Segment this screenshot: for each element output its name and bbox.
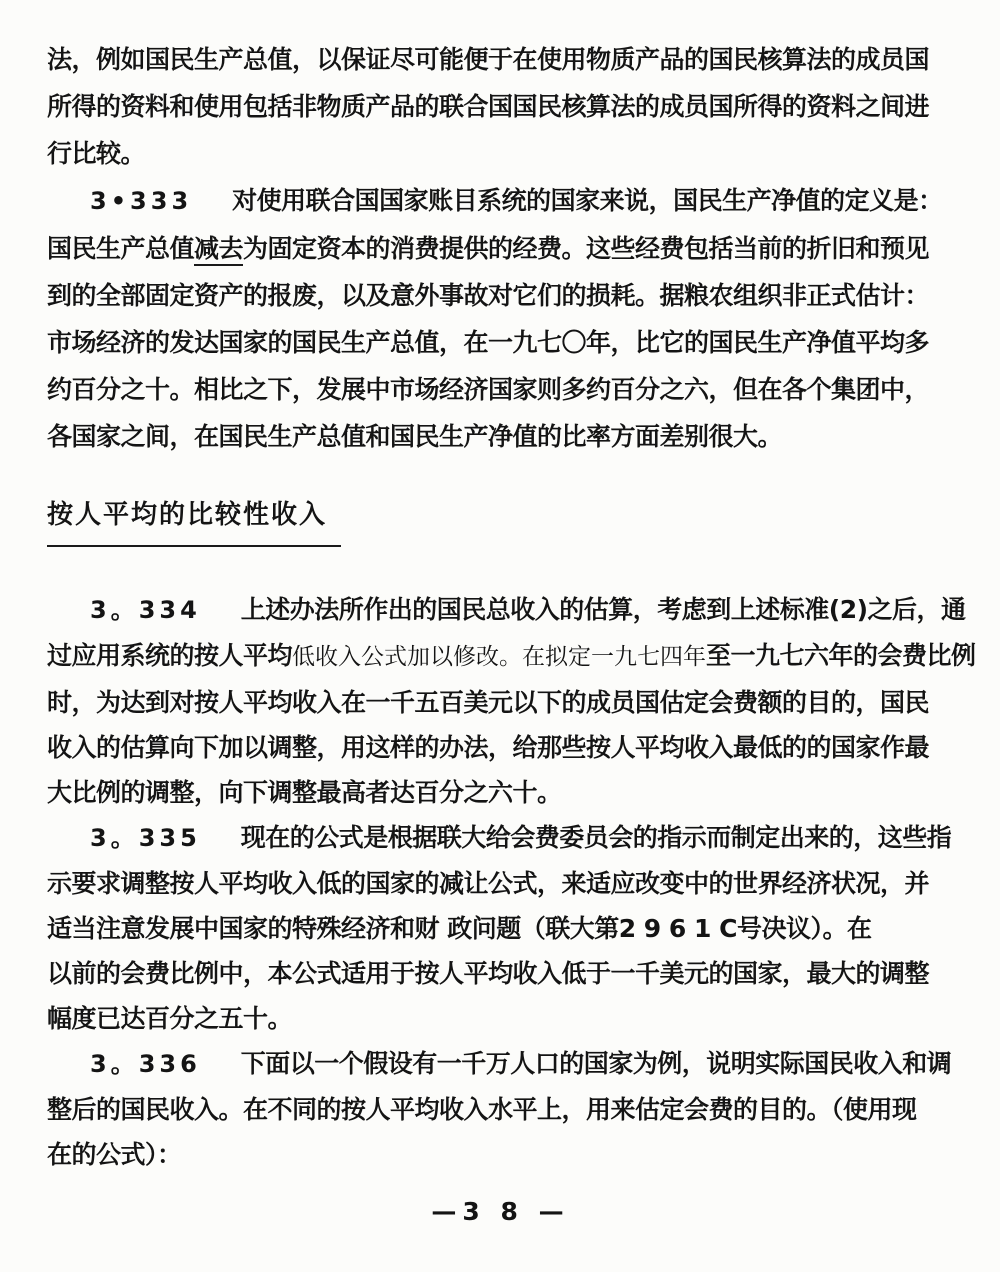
paragraph-number: 3。335 bbox=[90, 824, 201, 852]
text-line: 约百分之十。相比之下，发展中市场经济国家则多约百分之六，但在各个集团中， bbox=[47, 375, 930, 404]
page-number: —3 8 — bbox=[431, 1197, 570, 1226]
text-segment: 对使用联合国国家账目系统的国家来说，国民生产净值的定义是： bbox=[232, 186, 943, 215]
text-line: 在的公式）： bbox=[47, 1140, 182, 1169]
text-line bbox=[47, 225, 954, 272]
text-segment: 下面以一个假设有一千万人口的国家为例，说明实际国民收入和调 bbox=[240, 1049, 952, 1078]
section-heading-row bbox=[47, 492, 954, 547]
text-segment: 上述办法所作出的国民总收入的估算，考虑到上述标准(2)之后，通 bbox=[240, 595, 966, 624]
text-line: 示要求调整按人平均收入低的国家的减让公式，来适应改变中的世界经济状况，并 bbox=[47, 869, 930, 898]
inserted-correction-text: 低收入公式加以修改。在拟定一九七四年 bbox=[292, 644, 707, 670]
text-line: 行比较。 bbox=[47, 139, 146, 168]
underlined-term: 减去 bbox=[194, 234, 243, 266]
text-line: 适当注意发展中国家的特殊经济和财 政问题（联大第2 9 6 1 C号决议）。在 bbox=[47, 914, 872, 943]
paragraph-number: 3。336 bbox=[90, 1050, 201, 1078]
text-line: 大比例的调整，向下调整最高者达百分之六十。 bbox=[47, 778, 562, 807]
text-line: 各国家之间，在国民生产总值和国民生产净值的比率方面差别很大。 bbox=[47, 422, 783, 451]
paragraph-335-first-line bbox=[47, 815, 954, 861]
text-line: 所得的资料和使用包括非物质产品的联合国国民核算法的成员国所得的资料之间进 bbox=[47, 92, 930, 121]
paragraphs-block bbox=[47, 587, 976, 1177]
text-line: 整后的国民收入。在不同的按人平均收入水平上，用来估定会费的目的。（使用现 bbox=[47, 1095, 917, 1124]
text-line: 收入的估算向下加以调整，用这样的办法，给那些按人平均收入最低的的国家作最 bbox=[47, 733, 930, 762]
text-line: 法，例如国民生产总值，以保证尽可能便于在使用物质产品的国民核算法的成员国 bbox=[47, 45, 930, 74]
section-heading: 按人平均的比较性收入 bbox=[47, 492, 341, 547]
paragraph-number: 3。334 bbox=[90, 596, 201, 624]
text-line: 到的全部固定资产的报废，以及意外事故对它们的损耗。据粮农组织非正式估计： bbox=[47, 281, 930, 310]
text-segment: 为固定资本的消费提供的经费。这些经费包括当前的折旧和预见 bbox=[243, 234, 930, 263]
paragraph-334-first-line bbox=[47, 587, 966, 633]
text-line: 幅度已达百分之五十。 bbox=[47, 1004, 293, 1033]
paragraph-333-first-line bbox=[47, 177, 954, 225]
paragraph-continuation bbox=[47, 36, 954, 460]
text-segment: 至一九七六年的会费比例 bbox=[706, 641, 976, 670]
text-segment: 过应用系统的按人平均 bbox=[47, 641, 293, 670]
paragraph-336-first-line bbox=[47, 1041, 954, 1087]
text-line: 市场经济的发达国家的国民生产总值，在一九七〇年，比它的国民生产净值平均多 bbox=[47, 328, 930, 357]
text-line bbox=[47, 633, 976, 680]
text-line: 时，为达到对按人平均收入在一千五百美元以下的成员国估定会费额的目的，国民 bbox=[47, 688, 930, 717]
text-segment: 国民生产总值 bbox=[47, 234, 195, 263]
text-line: 以前的会费比例中，本公式适用于按人平均收入低于一千美元的国家，最大的调整 bbox=[47, 959, 930, 988]
text-segment: 现在的公式是根据联大给会费委员会的指示而制定出来的，这些指 bbox=[240, 823, 952, 852]
paragraph-number: 3•333 bbox=[90, 187, 193, 215]
